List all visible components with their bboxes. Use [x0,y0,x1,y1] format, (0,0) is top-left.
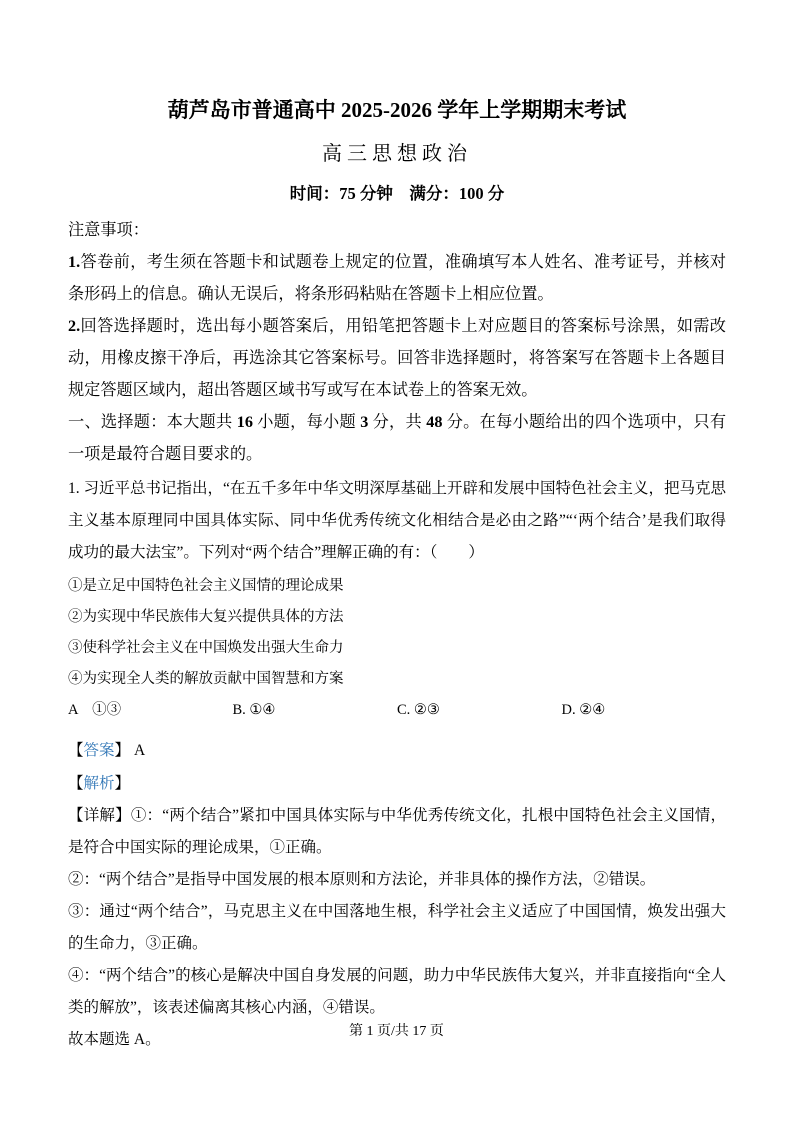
exam-subtitle: 高三思想政治 [322,143,472,165]
notice-item-2 [68,310,726,406]
question-stem: 1. 习近平总书记指出，“在五千多年中华文明深厚基础上开辟和发展中国特色社会主义，把马克思主义基本原理同中国具体实际、同中华优秀传统文化相结合是必由之路”“‘两个结合’是我们取得成功的最大法宝”。下列对“两个结合”理解正确的有：（ ） [68,480,726,561]
page-footer: 第 1 页/共 17 页 [349,1024,444,1039]
section-text: 小题，每小题 [252,413,361,431]
question-options [68,571,726,695]
section-number: 3 [360,413,369,431]
exam-info-line: 时间：75 分钟 满分：100 分 [289,184,505,203]
choice-a: A ①③ [68,702,122,718]
detail-paragraph-4: ④：“两个结合”的核心是解决中国自身发展的问题，助力中华民族伟大复兴，并非直接指向“全人类的解放”，该表述偏离其核心内涵，④错误。 [68,967,726,1016]
option-item-2: ②为实现中华民族伟大复兴提供具体的方法 [68,609,344,625]
option-item-1: ①是立足中国特色社会主义国情的理论成果 [68,578,344,594]
section-number: 48 [426,413,443,431]
section-text: 分。在每小题给出的四个选项中，只有一项是最符合题目要求的。 [68,413,727,463]
detail-conclusion: 故本题选 A。 [68,1031,161,1048]
bracket-close: 】 [114,775,131,792]
choice-c: C. ②③ [397,702,440,718]
notice-number: 1. [68,253,81,271]
option-item-4: ④为实现全人类的解放贡献中国智慧和方案 [68,671,344,687]
notice-text: 答卷前，考生须在答题卡和试题卷上规定的位置，准确填写本人姓名、准考证号，并核对条形码上的信息。确认无误后，将条形码粘贴在答题卡上相应位置。 [68,253,726,303]
exam-title: 葫芦岛市普通高中 2025-2026 学年上学期期末考试 [167,98,627,122]
bracket-open: 【 [68,742,84,759]
analysis-label: 解析 [83,775,115,792]
detail-paragraph-2: ②：“两个结合”是指导中国发展的根本原则和方法论，并非具体的操作方法，②错误。 [68,871,656,888]
detail-text: ①：“两个结合”紧扣中国具体实际与中华优秀传统文化，扎根中国特色社会主义国情，是符合中国实际的理论成果，①正确。 [68,807,726,856]
bracket-open: 【 [68,775,84,792]
bracket-close: 】 [114,742,131,759]
option-item-3: ③使科学社会主义在中国焕发出强大生命力 [68,640,344,656]
detail-label: 【详解】 [68,807,131,824]
notices-heading: 注意事项： [68,221,149,239]
choices-row [68,695,726,726]
detail-paragraph-3: ③：通过“两个结合”，马克思主义在中国落地生根，科学社会主义适应了中国国情，焕发出强大的生命力，③正确。 [68,903,726,952]
section-intro [68,406,726,470]
section-text: 分，共 [368,413,427,431]
notice-number: 2. [68,317,81,335]
choice-d: D. ②④ [561,702,606,718]
notice-item-1 [68,246,726,310]
choice-b: B. ①④ [232,702,276,718]
detail-paragraph-1 [68,800,726,864]
answer-value: A [134,742,146,759]
section-number: 16 [236,413,253,431]
detail-section [68,800,726,1056]
answer-label: 答案 [83,742,115,759]
analysis-line [68,767,726,800]
notice-text: 回答选择题时，选出每小题答案后，用铅笔把答题卡上对应题目的答案标号涂黑，如需改动，用橡皮擦干净后，再选涂其它答案标号。回答非选择题时，将答案写在答题卡上各题目规定答题区域内，超出答题区域书写或写在本试卷上的答案无效。 [68,317,726,399]
answer-line [68,734,726,767]
section-text: 一、选择题：本大题共 [68,413,237,431]
notices-section [68,214,726,406]
